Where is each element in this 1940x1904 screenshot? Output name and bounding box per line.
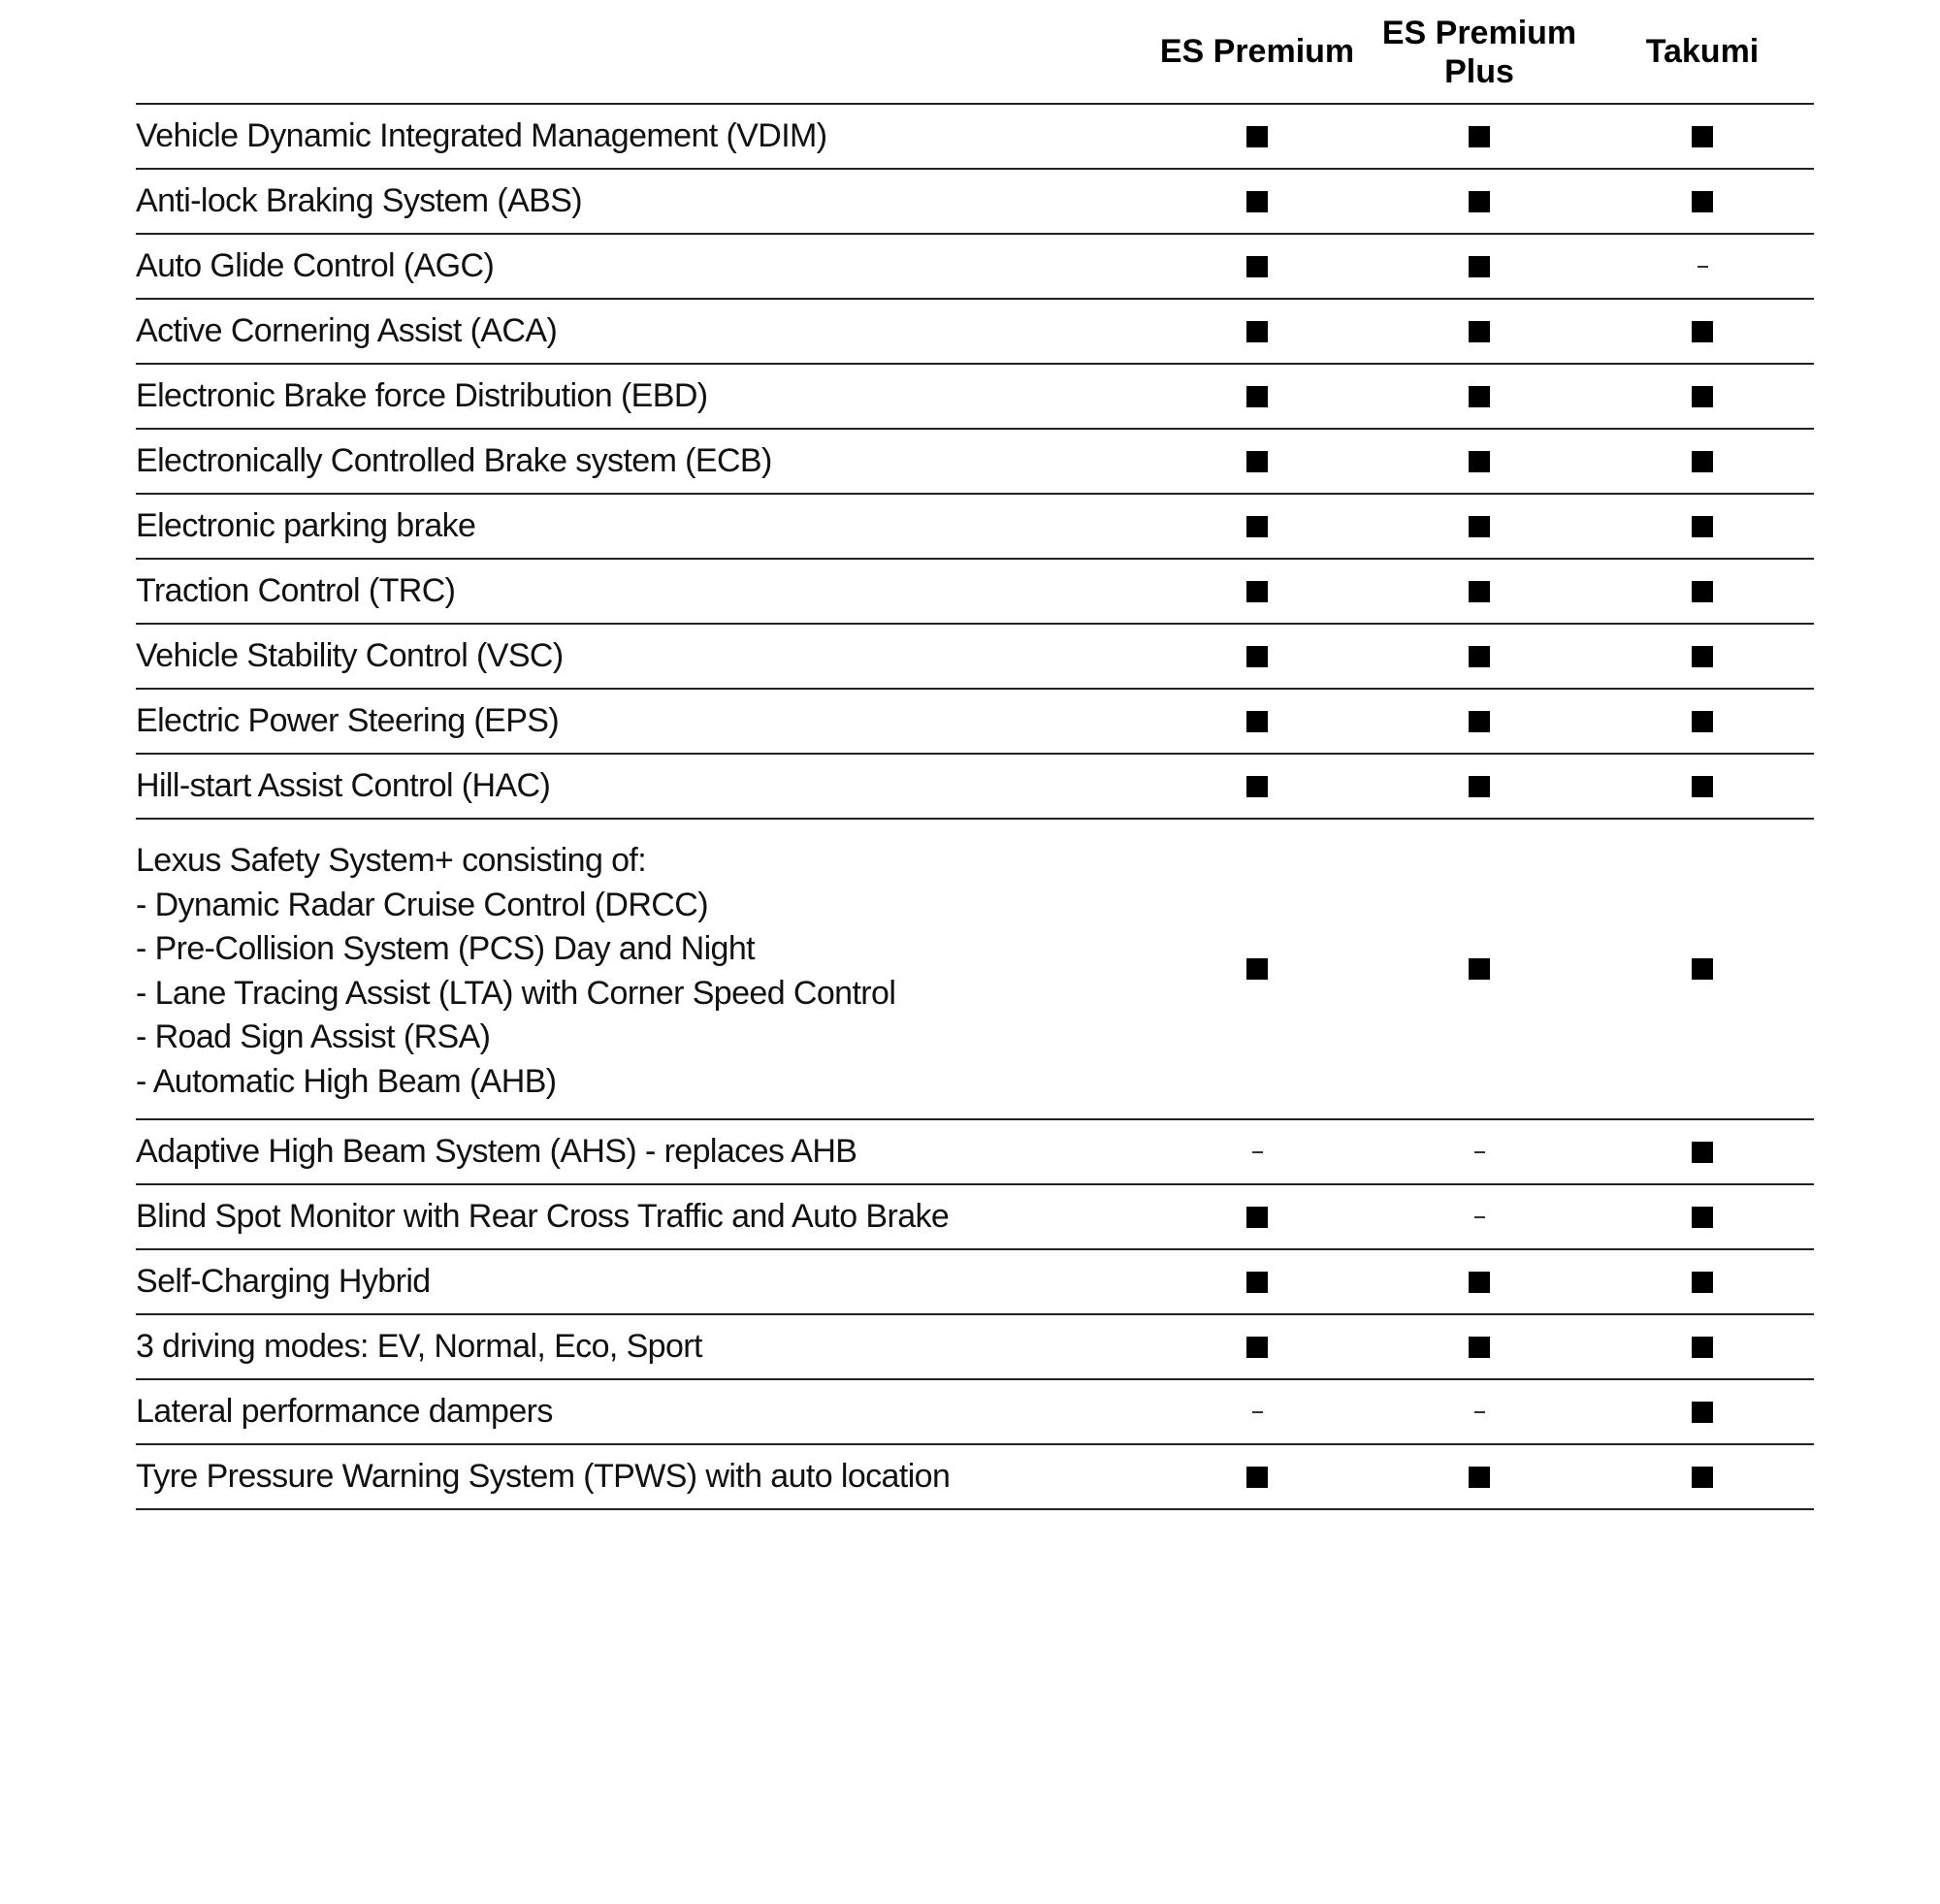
standard-square-icon xyxy=(1246,958,1268,980)
availability-cell xyxy=(1146,820,1369,1118)
standard-square-icon xyxy=(1692,321,1713,342)
feature-label-line: - Lane Tracing Assist (LTA) with Corner Speed Control xyxy=(136,974,896,1012)
feature-label-line: Hill-start Assist Control (HAC) xyxy=(136,767,551,804)
availability-cell xyxy=(1368,1250,1591,1313)
feature-label-line: 3 driving modes: EV, Normal, Eco, Sport xyxy=(136,1328,702,1365)
availability-cell xyxy=(1146,105,1369,168)
column-header-label: ES Premium xyxy=(1159,33,1355,70)
table-row xyxy=(136,1120,1814,1185)
feature-label xyxy=(136,438,772,483)
standard-square-icon xyxy=(1692,776,1713,797)
feature-label-line: Auto Glide Control (AGC) xyxy=(136,247,495,284)
standard-square-icon xyxy=(1246,191,1268,212)
standard-square-icon xyxy=(1246,1337,1268,1358)
table-row xyxy=(136,625,1814,690)
standard-square-icon xyxy=(1469,321,1490,342)
standard-square-icon xyxy=(1246,581,1268,602)
table-row xyxy=(136,820,1814,1120)
availability-cell xyxy=(1368,1445,1591,1508)
availability-cell xyxy=(1591,1250,1814,1313)
standard-square-icon xyxy=(1469,516,1490,537)
availability-cell xyxy=(1368,105,1591,168)
standard-square-icon xyxy=(1692,711,1713,732)
feature-label-line: - Dynamic Radar Cruise Control (DRCC) xyxy=(136,886,708,923)
standard-square-icon xyxy=(1469,451,1490,472)
feature-label-line: Active Cornering Assist (ACA) xyxy=(136,312,558,349)
not-available-dash-icon xyxy=(1252,1411,1263,1413)
availability-cell xyxy=(1591,1445,1814,1508)
column-header-label: Plus xyxy=(1444,53,1514,90)
standard-square-icon xyxy=(1469,386,1490,407)
standard-square-icon xyxy=(1469,776,1490,797)
feature-label-line: Tyre Pressure Warning System (TPWS) with auto location xyxy=(136,1458,951,1495)
availability-cell xyxy=(1368,430,1591,493)
standard-square-icon xyxy=(1469,711,1490,732)
column-header-es-premium xyxy=(1146,32,1369,71)
standard-square-icon xyxy=(1692,1402,1713,1423)
feature-label-line: Self-Charging Hybrid xyxy=(136,1263,431,1300)
availability-cell xyxy=(1368,170,1591,233)
table-row xyxy=(136,170,1814,235)
table-row xyxy=(136,365,1814,430)
standard-square-icon xyxy=(1692,451,1713,472)
availability-cell xyxy=(1146,755,1369,818)
feature-label xyxy=(136,633,564,678)
standard-square-icon xyxy=(1692,386,1713,407)
standard-square-icon xyxy=(1246,386,1268,407)
feature-label xyxy=(136,1259,431,1304)
feature-label xyxy=(136,1454,950,1499)
table-header xyxy=(136,0,1814,105)
availability-cell xyxy=(1368,690,1591,753)
availability-cell xyxy=(1591,1315,1814,1378)
availability-cell xyxy=(1368,1185,1591,1248)
not-available-dash-icon xyxy=(1474,1216,1485,1218)
feature-label xyxy=(136,503,475,548)
feature-label xyxy=(136,1194,949,1239)
availability-cell xyxy=(1146,1250,1369,1313)
standard-square-icon xyxy=(1692,191,1713,212)
standard-square-icon xyxy=(1692,646,1713,667)
not-available-dash-icon xyxy=(1252,1151,1263,1153)
availability-cell xyxy=(1146,1120,1369,1183)
feature-label xyxy=(136,568,455,613)
standard-square-icon xyxy=(1692,516,1713,537)
availability-cell xyxy=(1368,560,1591,623)
availability-cell xyxy=(1591,365,1814,428)
table-row xyxy=(136,560,1814,625)
standard-square-icon xyxy=(1246,256,1268,277)
availability-cell xyxy=(1146,1315,1369,1378)
availability-cell xyxy=(1591,755,1814,818)
standard-square-icon xyxy=(1246,1272,1268,1293)
feature-label-line: Anti-lock Braking System (ABS) xyxy=(136,182,583,219)
feature-label-line: Blind Spot Monitor with Rear Cross Traffic and Auto Brake xyxy=(136,1198,950,1235)
feature-label-line: Electric Power Steering (EPS) xyxy=(136,702,560,739)
table-row xyxy=(136,105,1814,170)
not-available-dash-icon xyxy=(1698,266,1708,268)
table-row xyxy=(136,690,1814,755)
feature-label xyxy=(136,373,708,418)
standard-square-icon xyxy=(1469,1467,1490,1488)
feature-label-line: - Pre-Collision System (PCS) Day and Night xyxy=(136,930,755,967)
table-row xyxy=(136,495,1814,560)
feature-label-line: Vehicle Dynamic Integrated Management (VDIM) xyxy=(136,117,827,154)
feature-label-line: Lexus Safety System+ consisting of: xyxy=(136,842,647,879)
standard-square-icon xyxy=(1692,1467,1713,1488)
standard-square-icon xyxy=(1692,581,1713,602)
table-row xyxy=(136,1445,1814,1510)
availability-cell xyxy=(1146,300,1369,363)
standard-square-icon xyxy=(1246,776,1268,797)
availability-cell xyxy=(1368,235,1591,298)
feature-label-line: Lateral performance dampers xyxy=(136,1393,553,1430)
availability-cell xyxy=(1146,625,1369,688)
standard-square-icon xyxy=(1246,1467,1268,1488)
availability-cell xyxy=(1368,625,1591,688)
availability-cell xyxy=(1146,430,1369,493)
feature-label-line: Electronic Brake force Distribution (EBD) xyxy=(136,377,708,414)
availability-cell xyxy=(1368,365,1591,428)
feature-label xyxy=(136,243,494,288)
table-row xyxy=(136,1250,1814,1315)
feature-label xyxy=(136,178,582,223)
availability-cell xyxy=(1146,1445,1369,1508)
availability-cell xyxy=(1146,170,1369,233)
feature-label-line: Traction Control (TRC) xyxy=(136,572,456,609)
standard-square-icon xyxy=(1246,646,1268,667)
availability-cell xyxy=(1591,690,1814,753)
availability-cell xyxy=(1591,560,1814,623)
standard-square-icon xyxy=(1246,516,1268,537)
feature-label xyxy=(136,698,559,743)
standard-square-icon xyxy=(1469,958,1490,980)
availability-cell xyxy=(1368,1315,1591,1378)
feature-label xyxy=(136,763,550,808)
availability-cell xyxy=(1146,495,1369,558)
availability-cell xyxy=(1591,820,1814,1118)
availability-cell xyxy=(1368,300,1591,363)
standard-square-icon xyxy=(1469,646,1490,667)
table-row xyxy=(136,755,1814,820)
availability-cell xyxy=(1146,1185,1369,1248)
feature-label-line: - Automatic High Beam (AHB) xyxy=(136,1062,557,1100)
availability-cell xyxy=(1368,755,1591,818)
standard-square-icon xyxy=(1469,126,1490,147)
column-header-es-premium-plus xyxy=(1368,14,1591,91)
availability-cell xyxy=(1591,1380,1814,1443)
availability-cell xyxy=(1591,1120,1814,1183)
table-row xyxy=(136,1185,1814,1250)
availability-cell xyxy=(1591,300,1814,363)
availability-cell xyxy=(1146,560,1369,623)
standard-square-icon xyxy=(1692,1272,1713,1293)
feature-label-line: Electronically Controlled Brake system (ECB) xyxy=(136,442,772,479)
feature-label xyxy=(136,839,895,1104)
feature-label-line: Adaptive High Beam System (AHS) - replaces AHB xyxy=(136,1133,857,1170)
availability-cell xyxy=(1591,430,1814,493)
availability-cell xyxy=(1368,1120,1591,1183)
standard-square-icon xyxy=(1692,1207,1713,1228)
availability-cell xyxy=(1368,1380,1591,1443)
feature-label-line: - Road Sign Assist (RSA) xyxy=(136,1018,491,1055)
column-header-label: Takumi xyxy=(1645,33,1760,70)
column-header-takumi xyxy=(1591,32,1814,71)
availability-cell xyxy=(1146,235,1369,298)
availability-cell xyxy=(1591,105,1814,168)
standard-square-icon xyxy=(1692,1337,1713,1358)
table-row xyxy=(136,1315,1814,1380)
availability-cell xyxy=(1368,495,1591,558)
standard-square-icon xyxy=(1246,1207,1268,1228)
not-available-dash-icon xyxy=(1474,1411,1485,1413)
standard-square-icon xyxy=(1246,126,1268,147)
feature-label xyxy=(136,1129,857,1174)
standard-square-icon xyxy=(1469,191,1490,212)
feature-label xyxy=(136,1389,553,1434)
standard-square-icon xyxy=(1692,1142,1713,1163)
standard-square-icon xyxy=(1692,126,1713,147)
availability-cell xyxy=(1591,1185,1814,1248)
availability-cell xyxy=(1146,690,1369,753)
column-header-label: ES Premium xyxy=(1381,15,1577,51)
standard-square-icon xyxy=(1469,581,1490,602)
not-available-dash-icon xyxy=(1474,1151,1485,1153)
feature-label xyxy=(136,1324,702,1369)
standard-square-icon xyxy=(1692,958,1713,980)
table-row xyxy=(136,1380,1814,1445)
standard-square-icon xyxy=(1246,711,1268,732)
feature-label xyxy=(136,308,557,353)
availability-cell xyxy=(1591,170,1814,233)
availability-cell xyxy=(1146,1380,1369,1443)
availability-cell xyxy=(1591,625,1814,688)
availability-cell xyxy=(1591,495,1814,558)
standard-square-icon xyxy=(1469,256,1490,277)
feature-label-line: Electronic parking brake xyxy=(136,507,476,544)
standard-square-icon xyxy=(1469,1272,1490,1293)
standard-square-icon xyxy=(1469,1337,1490,1358)
availability-cell xyxy=(1591,235,1814,298)
table-row xyxy=(136,235,1814,300)
spec-table xyxy=(136,0,1814,1510)
standard-square-icon xyxy=(1246,451,1268,472)
table-row xyxy=(136,300,1814,365)
table-body xyxy=(136,105,1814,1510)
feature-label xyxy=(136,113,827,158)
standard-square-icon xyxy=(1246,321,1268,342)
availability-cell xyxy=(1146,365,1369,428)
table-row xyxy=(136,430,1814,495)
feature-label-line: Vehicle Stability Control (VSC) xyxy=(136,637,564,674)
availability-cell xyxy=(1368,820,1591,1118)
